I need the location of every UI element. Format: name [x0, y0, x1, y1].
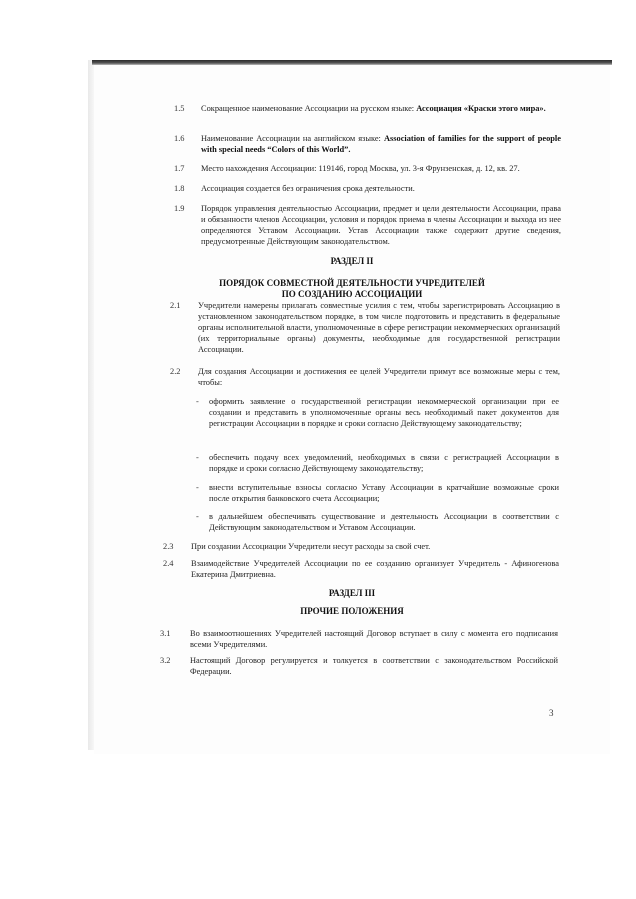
clause-text: Наименование Ассоциации на английском языке: Association of families for the support of people with special needs “Colors of this World”. [201, 134, 561, 154]
clause-number: 2.4 [163, 559, 174, 568]
clause-text: Для создания Ассоциации и достижения ее целей Учредители примут все возможные меры с тем, чтобы: [198, 367, 560, 387]
section-3-label: РАЗДЕЛ III [328, 588, 376, 598]
clause-number: 1.7 [174, 164, 185, 173]
clause-number: 1.8 [174, 184, 185, 193]
clause-number: 3.1 [160, 629, 171, 638]
section-3-title: ПРОЧИЕ ПОЛОЖЕНИЯ [300, 606, 404, 616]
clause-text: Во взаимоотношениях Учредителей настоящий Договор вступает в силу с момента его подписания всеми Учредителями. [190, 629, 558, 649]
clause-text: Взаимодействие Учредителей Ассоциации по ее созданию организует Учредитель - Афиногенова Екатерина Дмитриевна. [191, 559, 559, 579]
clause-number: 2.1 [170, 301, 181, 310]
clause-text: Место нахождения Ассоциации: 119146, город Москва, ул. 3-я Фрунзенская, д. 12, кв. 27. [201, 164, 520, 173]
page-number: 3 [549, 708, 554, 718]
clause-text: Ассоциация создается без ограничения срока деятельности. [201, 184, 415, 193]
bullet-text: внести вступительные взносы согласно Уставу Ассоциации в кратчайшие возможные сроки после открытия банковского счета Ассоциации; [209, 483, 559, 503]
bullet-text: в дальнейшем обеспечивать существование и деятельность Ассоциации в соответствии с Действующим законодательством и Уставом Ассоциации. [209, 512, 559, 532]
clause-text: Настоящий Договор регулируется и толкуется в соответствии с законодательством Российской Федерации. [190, 656, 558, 676]
clause-number: 2.3 [163, 542, 174, 551]
bullet-dash: - [196, 453, 199, 462]
clause-number: 2.2 [170, 367, 181, 376]
section-2-title-line1: ПОРЯДОК СОВМЕСТНОЙ ДЕЯТЕЛЬНОСТИ УЧРЕДИТЕЛЕЙ [219, 278, 485, 288]
clause-text: Сокращенное наименование Ассоциации на русском языке: Ассоциация «Краски этого мира». [201, 104, 546, 113]
bullet-text: обеспечить подачу всех уведомлений, необходимых в связи с регистрацией Ассоциации в порядке и сроки согласно Действующему законодательству; [209, 453, 559, 473]
clause-number: 1.6 [174, 134, 185, 143]
bullet-dash: - [196, 512, 199, 521]
bullet-text: оформить заявление о государственной регистрации некоммерческой организации при ее создании и представить в уполномоченные органы весь необходимый пакет документов для регистрации Ассоциации в порядке и сроки согласно Действующему законодательству; [209, 397, 559, 428]
section-2-label: РАЗДЕЛ II [330, 256, 374, 266]
clause-text: Порядок управления деятельностью Ассоциации, предмет и цели деятельности Ассоциации, права и обязанности членов Ассоциации, условия и порядок приема в члены Ассоциации и выхода из нее определяются Уставом Ассоциации. Устав Ассоциации также содержит другие сведения, предусмотренные Действующим законодательством. [201, 204, 561, 246]
scan-top-border [92, 60, 612, 65]
bullet-dash: - [196, 397, 199, 406]
clause-text: При создании Ассоциации Учредители несут расходы за свой счет. [191, 542, 431, 551]
clause-number: 3.2 [160, 656, 171, 665]
clause-text: Учредители намерены прилагать совместные усилия с тем, чтобы зарегистрировать Ассоциацию в установленном законодательством порядке, в том числе подготовить и представить в федеральные органы исполнительной власти, уполномоченные в сфере регистрации некоммерческих организаций (их территориальные органы) документы, необходимые для государственной регистрации Ассоциации. [198, 301, 560, 354]
clause-number: 1.9 [174, 204, 185, 213]
section-2-title-line2: ПО СОЗДАНИЮ АССОЦИАЦИИ [281, 289, 423, 299]
bullet-dash: - [196, 483, 199, 492]
clause-number: 1.5 [174, 104, 185, 113]
